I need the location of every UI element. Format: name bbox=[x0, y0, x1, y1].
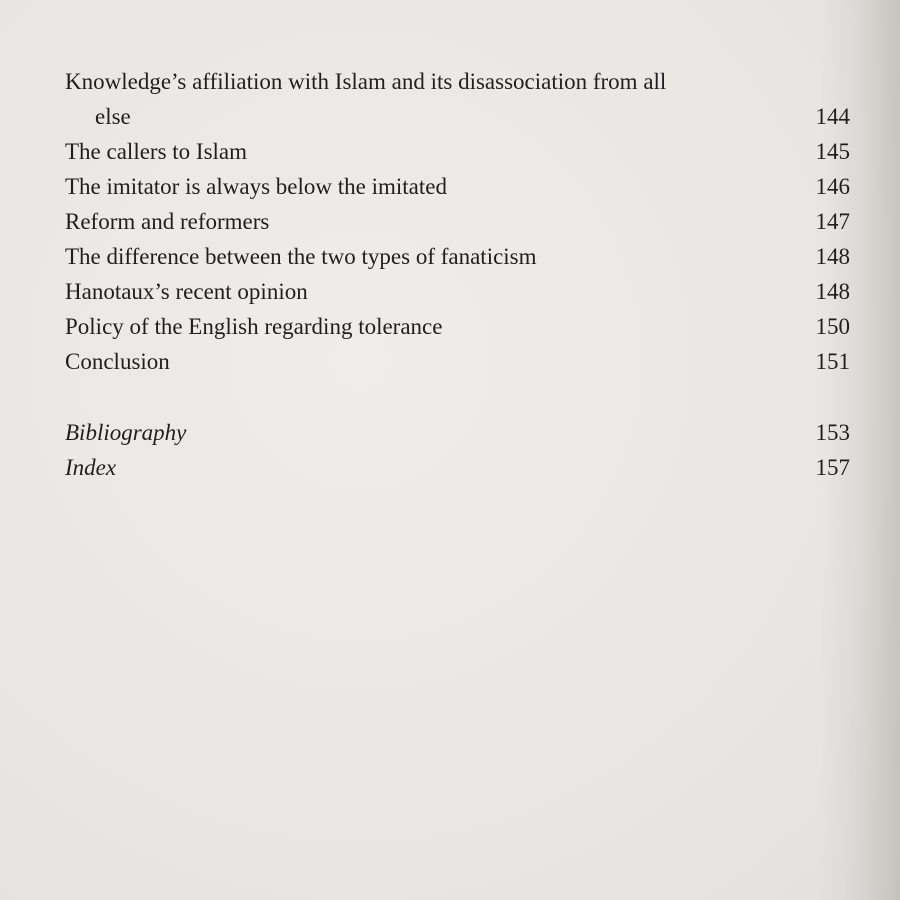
toc-entry-page-number: 151 bbox=[815, 349, 850, 374]
toc-entry-page-number: 148 bbox=[815, 279, 850, 304]
toc-entry-title: The callers to Islam bbox=[65, 139, 248, 164]
section-gap bbox=[65, 379, 850, 415]
toc-entry-page-number: 145 bbox=[815, 139, 850, 164]
toc-entry-page-number: 153 bbox=[815, 420, 850, 445]
toc-entry-page-number: 148 bbox=[815, 244, 850, 269]
toc-entry-title: Bibliography bbox=[65, 420, 187, 445]
toc-entry-title: Policy of the English regarding tolerance bbox=[65, 314, 443, 339]
toc-entry-title: The difference between the two types of fanaticism bbox=[65, 244, 537, 269]
toc-entry-bibliography bbox=[65, 415, 850, 450]
toc-entry-title: The imitator is always below the imitated bbox=[65, 174, 447, 199]
toc-entry-title: Hanotaux’s recent opinion bbox=[65, 279, 308, 304]
toc-entry-page-number: 157 bbox=[815, 455, 850, 480]
toc-entry-index bbox=[65, 450, 850, 485]
toc-entry-page-number: 147 bbox=[815, 209, 850, 234]
toc-entry-title-continued: else bbox=[95, 104, 131, 129]
toc-entry-imitator bbox=[65, 169, 850, 204]
toc-entry-hanotaux bbox=[65, 274, 850, 309]
toc-entry-title: Index bbox=[65, 455, 117, 480]
toc-entry-callers bbox=[65, 134, 850, 169]
toc-entry-title: Reform and reformers bbox=[65, 209, 270, 234]
toc-entry-title: Knowledge’s affiliation with Islam and its disassociation from all bbox=[65, 69, 667, 94]
toc-entry-knowledge-continued bbox=[65, 99, 850, 134]
toc-entry-page-number: 150 bbox=[815, 314, 850, 339]
toc-entry-reform bbox=[65, 204, 850, 239]
toc-entry-tolerance bbox=[65, 309, 850, 344]
toc-entry-knowledge bbox=[65, 64, 850, 99]
table-of-contents bbox=[65, 64, 850, 485]
toc-entry-page-number: 144 bbox=[815, 104, 850, 129]
toc-entry-page-number: 146 bbox=[815, 174, 850, 199]
toc-entry-title: Conclusion bbox=[65, 349, 170, 374]
toc-entry-conclusion bbox=[65, 344, 850, 379]
toc-entry-fanaticism bbox=[65, 239, 850, 274]
